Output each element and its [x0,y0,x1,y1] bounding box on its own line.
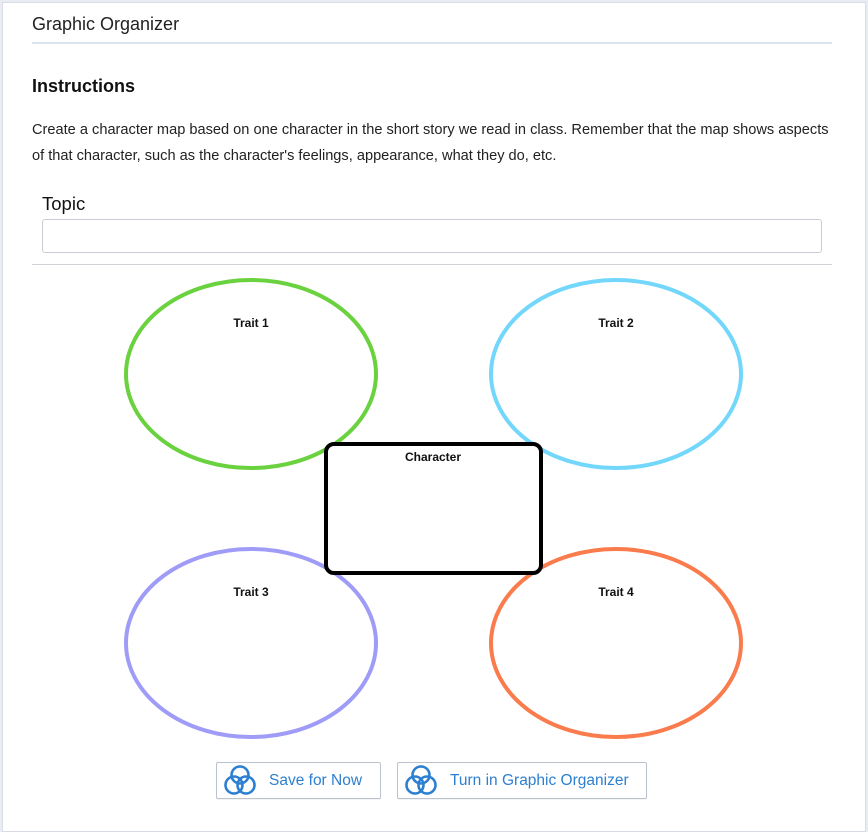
trait-4-label: Trait 4 [598,585,634,599]
turn-in-label: Turn in Graphic Organizer [450,771,629,789]
trait-1-label: Trait 1 [233,316,269,330]
instructions-text: Create a character map based on one character in the short story we read in class. Remember that the map shows aspects of that character, such as the character's feelings, appearance, what they do, etc. [32,122,829,164]
venn-diagram-icon [402,762,440,799]
turn-in-button[interactable] [397,762,647,799]
save-for-now-button[interactable] [216,762,381,799]
trait-2-bubble[interactable] [491,280,741,468]
character-label: Character [404,450,462,464]
venn-diagram-icon [221,762,259,799]
save-for-now-label: Save for Now [269,771,363,789]
trait-2-label: Trait 2 [598,316,634,330]
topic-label: Topic [42,193,86,214]
instructions-heading: Instructions [32,76,136,96]
trait-3-bubble[interactable] [126,549,376,737]
trait-4-bubble[interactable] [491,549,741,737]
trait-3-label: Trait 3 [233,585,269,599]
page-title: Graphic Organizer [32,14,180,34]
trait-1-bubble[interactable] [126,280,376,468]
